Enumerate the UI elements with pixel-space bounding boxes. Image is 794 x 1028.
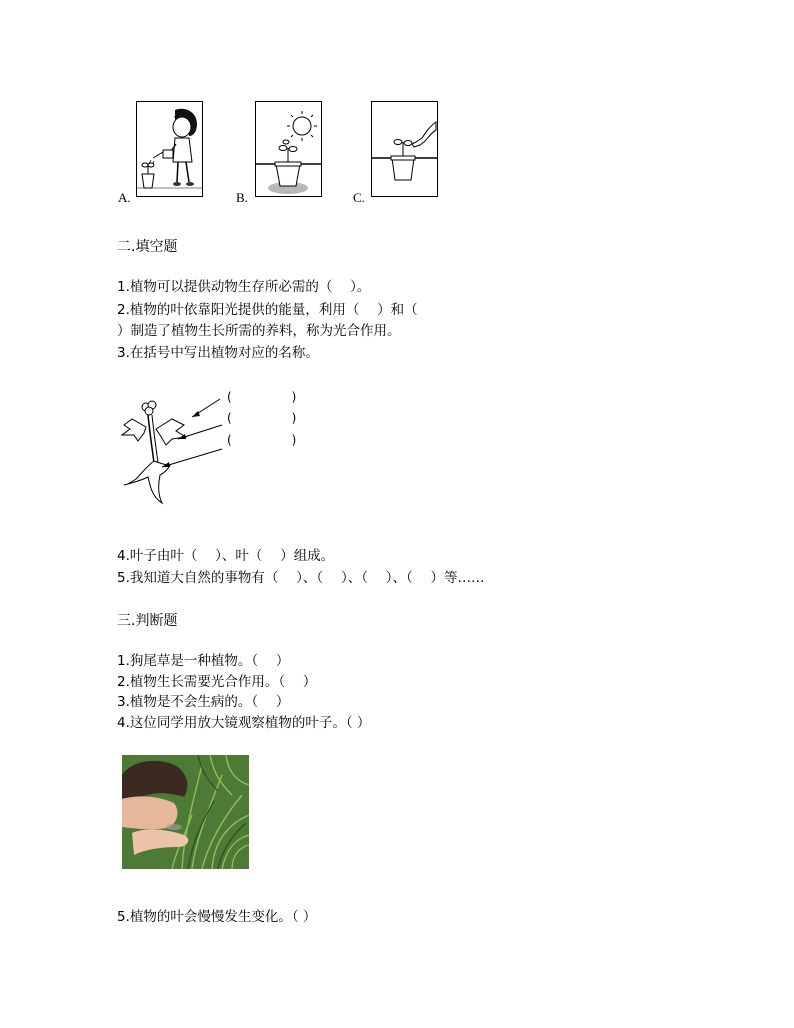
judge-question-2: 2.植物生长需要光合作用。（ ） bbox=[117, 674, 317, 690]
fill-question-4: 4.叶子由叶（ ）、叶（ ）组成。 bbox=[117, 548, 335, 564]
section-heading-true-false: 三.判断题 bbox=[117, 613, 178, 629]
option-a-label: A. bbox=[118, 190, 131, 205]
fill-question-2-line1: 2.植物的叶依靠阳光提供的能量，利用（ ）和（ bbox=[117, 302, 418, 318]
fill-question-1: 1.植物可以提供动物生存所必需的（ ）。 bbox=[117, 279, 371, 295]
plant-drawing bbox=[118, 385, 238, 510]
option-a-image bbox=[136, 101, 203, 197]
plant-in-sunlight-illustration bbox=[256, 102, 321, 196]
fill-question-2-line2: ）制造了植物生长所需的养料，称为光合作用。 bbox=[117, 323, 401, 339]
plant-structure-diagram bbox=[118, 385, 238, 510]
option-c-label: C. bbox=[353, 190, 365, 205]
section-heading-fill-blank: 二.填空题 bbox=[117, 239, 178, 255]
photo-drawing bbox=[122, 755, 249, 869]
option-b-image bbox=[255, 101, 322, 197]
judge-question-4: 4.这位同学用放大镜观察植物的叶子。（ ） bbox=[117, 715, 371, 731]
hand-touching-plant-illustration bbox=[372, 102, 437, 196]
fill-question-5: 5.我知道大自然的事物有（ ）、（ ）、（ ）、（ ）等…… bbox=[117, 570, 485, 586]
fill-question-3: 3.在括号中写出植物对应的名称。 bbox=[117, 345, 319, 361]
judge-question-3: 3.植物是不会生病的。（ ） bbox=[117, 694, 290, 710]
child-observing-leaves-photo bbox=[122, 755, 249, 869]
plant-blank-2[interactable]: ( ) bbox=[227, 411, 297, 425]
girl-watering-plant-illustration bbox=[137, 102, 202, 196]
judge-question-5: 5.植物的叶会慢慢发生变化。（ ） bbox=[117, 909, 317, 925]
option-b-label: B. bbox=[236, 190, 248, 205]
option-c-image bbox=[371, 101, 438, 197]
plant-blank-3[interactable]: ( ) bbox=[227, 433, 297, 447]
judge-question-1: 1.狗尾草是一种植物。（ ） bbox=[117, 653, 290, 669]
plant-blank-1[interactable]: ( ) bbox=[227, 390, 297, 404]
